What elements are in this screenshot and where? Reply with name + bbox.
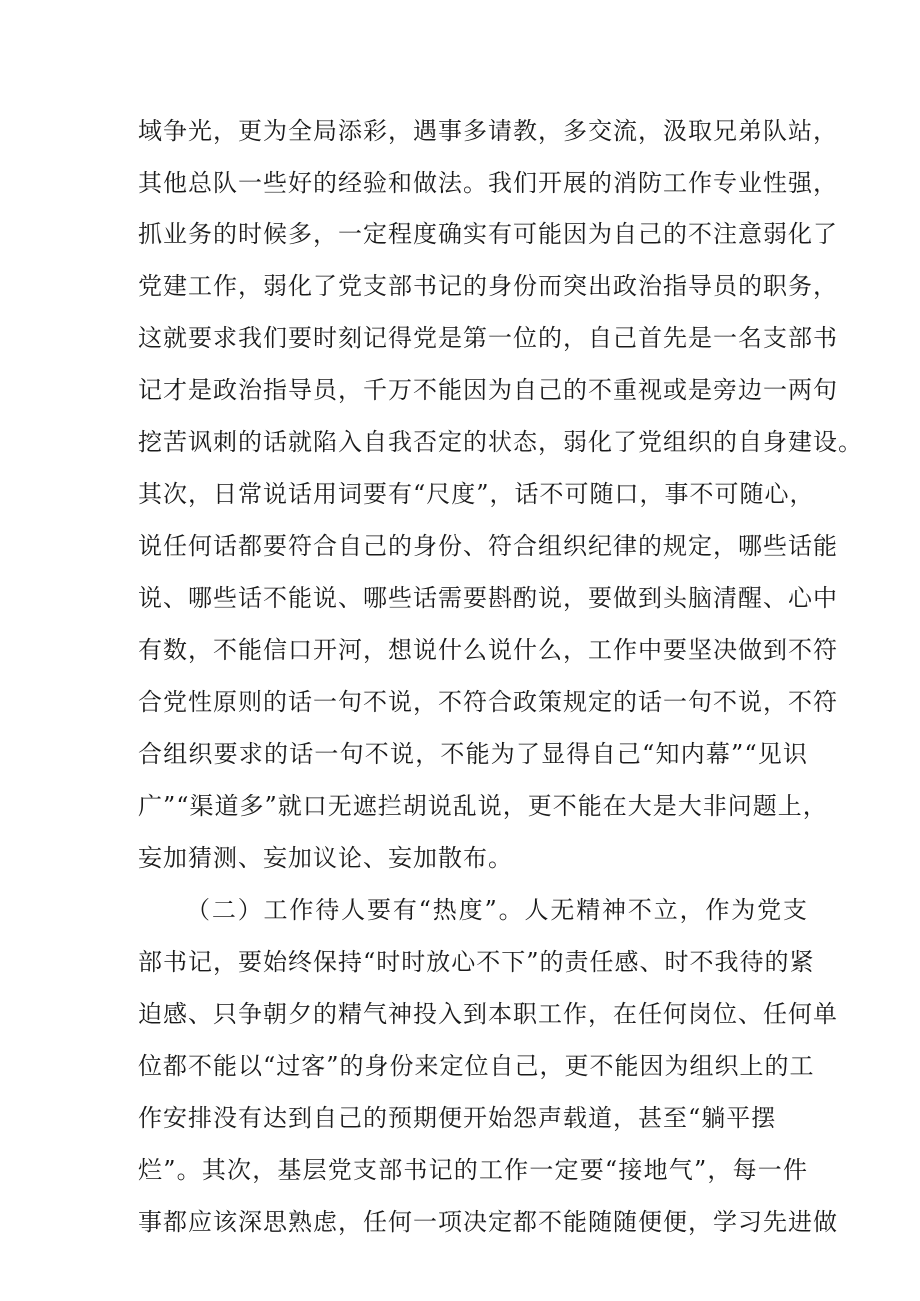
text-line-8: 其次，日常说话用词要有“尺度”，话不可随口，事不可随心， bbox=[138, 480, 815, 508]
text-line-4: 党建工作，弱化了党支部书记的身份而突出政治指导员的职务， bbox=[138, 272, 838, 300]
text-line-5: 这就要求我们要时刻记得党是第一位的，自己首先是一名支部书 bbox=[138, 324, 838, 352]
text-line-6: 记才是政治指导员，千万不能因为自己的不重视或是旁边一两句 bbox=[138, 376, 838, 404]
text-line-10: 说、哪些话不能说、哪些话需要斟酌说，要做到头脑清醒、心中 bbox=[138, 584, 838, 612]
text-line-17: 部书记，要始终保持“时时放心不下”的责任感、时不我待的紧 bbox=[138, 948, 815, 976]
text-line-20: 作安排没有达到自己的预期便开始怨声载道，甚至“躺平摆 bbox=[138, 1104, 777, 1132]
text-line-21: 烂”。其次，基层党支部书记的工作一定要“接地气”，每一件 bbox=[138, 1156, 808, 1184]
text-line-11: 有数，不能信口开河，想说什么说什么，工作中要坚决做到不符 bbox=[138, 636, 838, 664]
text-line-18: 迫感、只争朝夕的精气神投入到本职工作，在任何岗位、任何单 bbox=[138, 1000, 838, 1028]
text-line-19: 位都不能以“过客”的身份来定位自己，更不能因为组织上的工 bbox=[138, 1052, 815, 1080]
text-line-9: 说任何话都要符合自己的身份、符合组织纪律的规定，哪些话能 bbox=[138, 532, 838, 560]
text-line-22: 事都应该深思熟虑，任何一项决定都不能随随便便，学习先进做 bbox=[138, 1208, 838, 1236]
section-heading-line: （二）工作待人要有“热度”。人无精神不立，作为党支 bbox=[186, 896, 808, 924]
text-line-2: 其他总队一些好的经验和做法。我们开展的消防工作专业性强， bbox=[138, 169, 838, 197]
text-line-3: 抓业务的时候多，一定程度确实有可能因为自己的不注意弱化了 bbox=[138, 220, 838, 248]
text-line-1: 域争光，更为全局添彩，遇事多请教，多交流，汲取兄弟队站， bbox=[138, 117, 838, 145]
text-line-14: 广”“渠道多”就口无遮拦胡说乱说，更不能在大是大非问题上， bbox=[138, 792, 828, 820]
text-line-15: 妄加猜测、妄加议论、妄加散布。 bbox=[138, 844, 513, 872]
text-line-13: 合组织要求的话一句不说，不能为了显得自己“知内幕”“见识 bbox=[138, 740, 808, 768]
text-line-7: 挖苦讽刺的话就陷入自我否定的状态，弱化了党组织的自身建设。 bbox=[138, 428, 863, 456]
text-line-12: 合党性原则的话一句不说，不符合政策规定的话一句不说，不符 bbox=[138, 688, 838, 716]
